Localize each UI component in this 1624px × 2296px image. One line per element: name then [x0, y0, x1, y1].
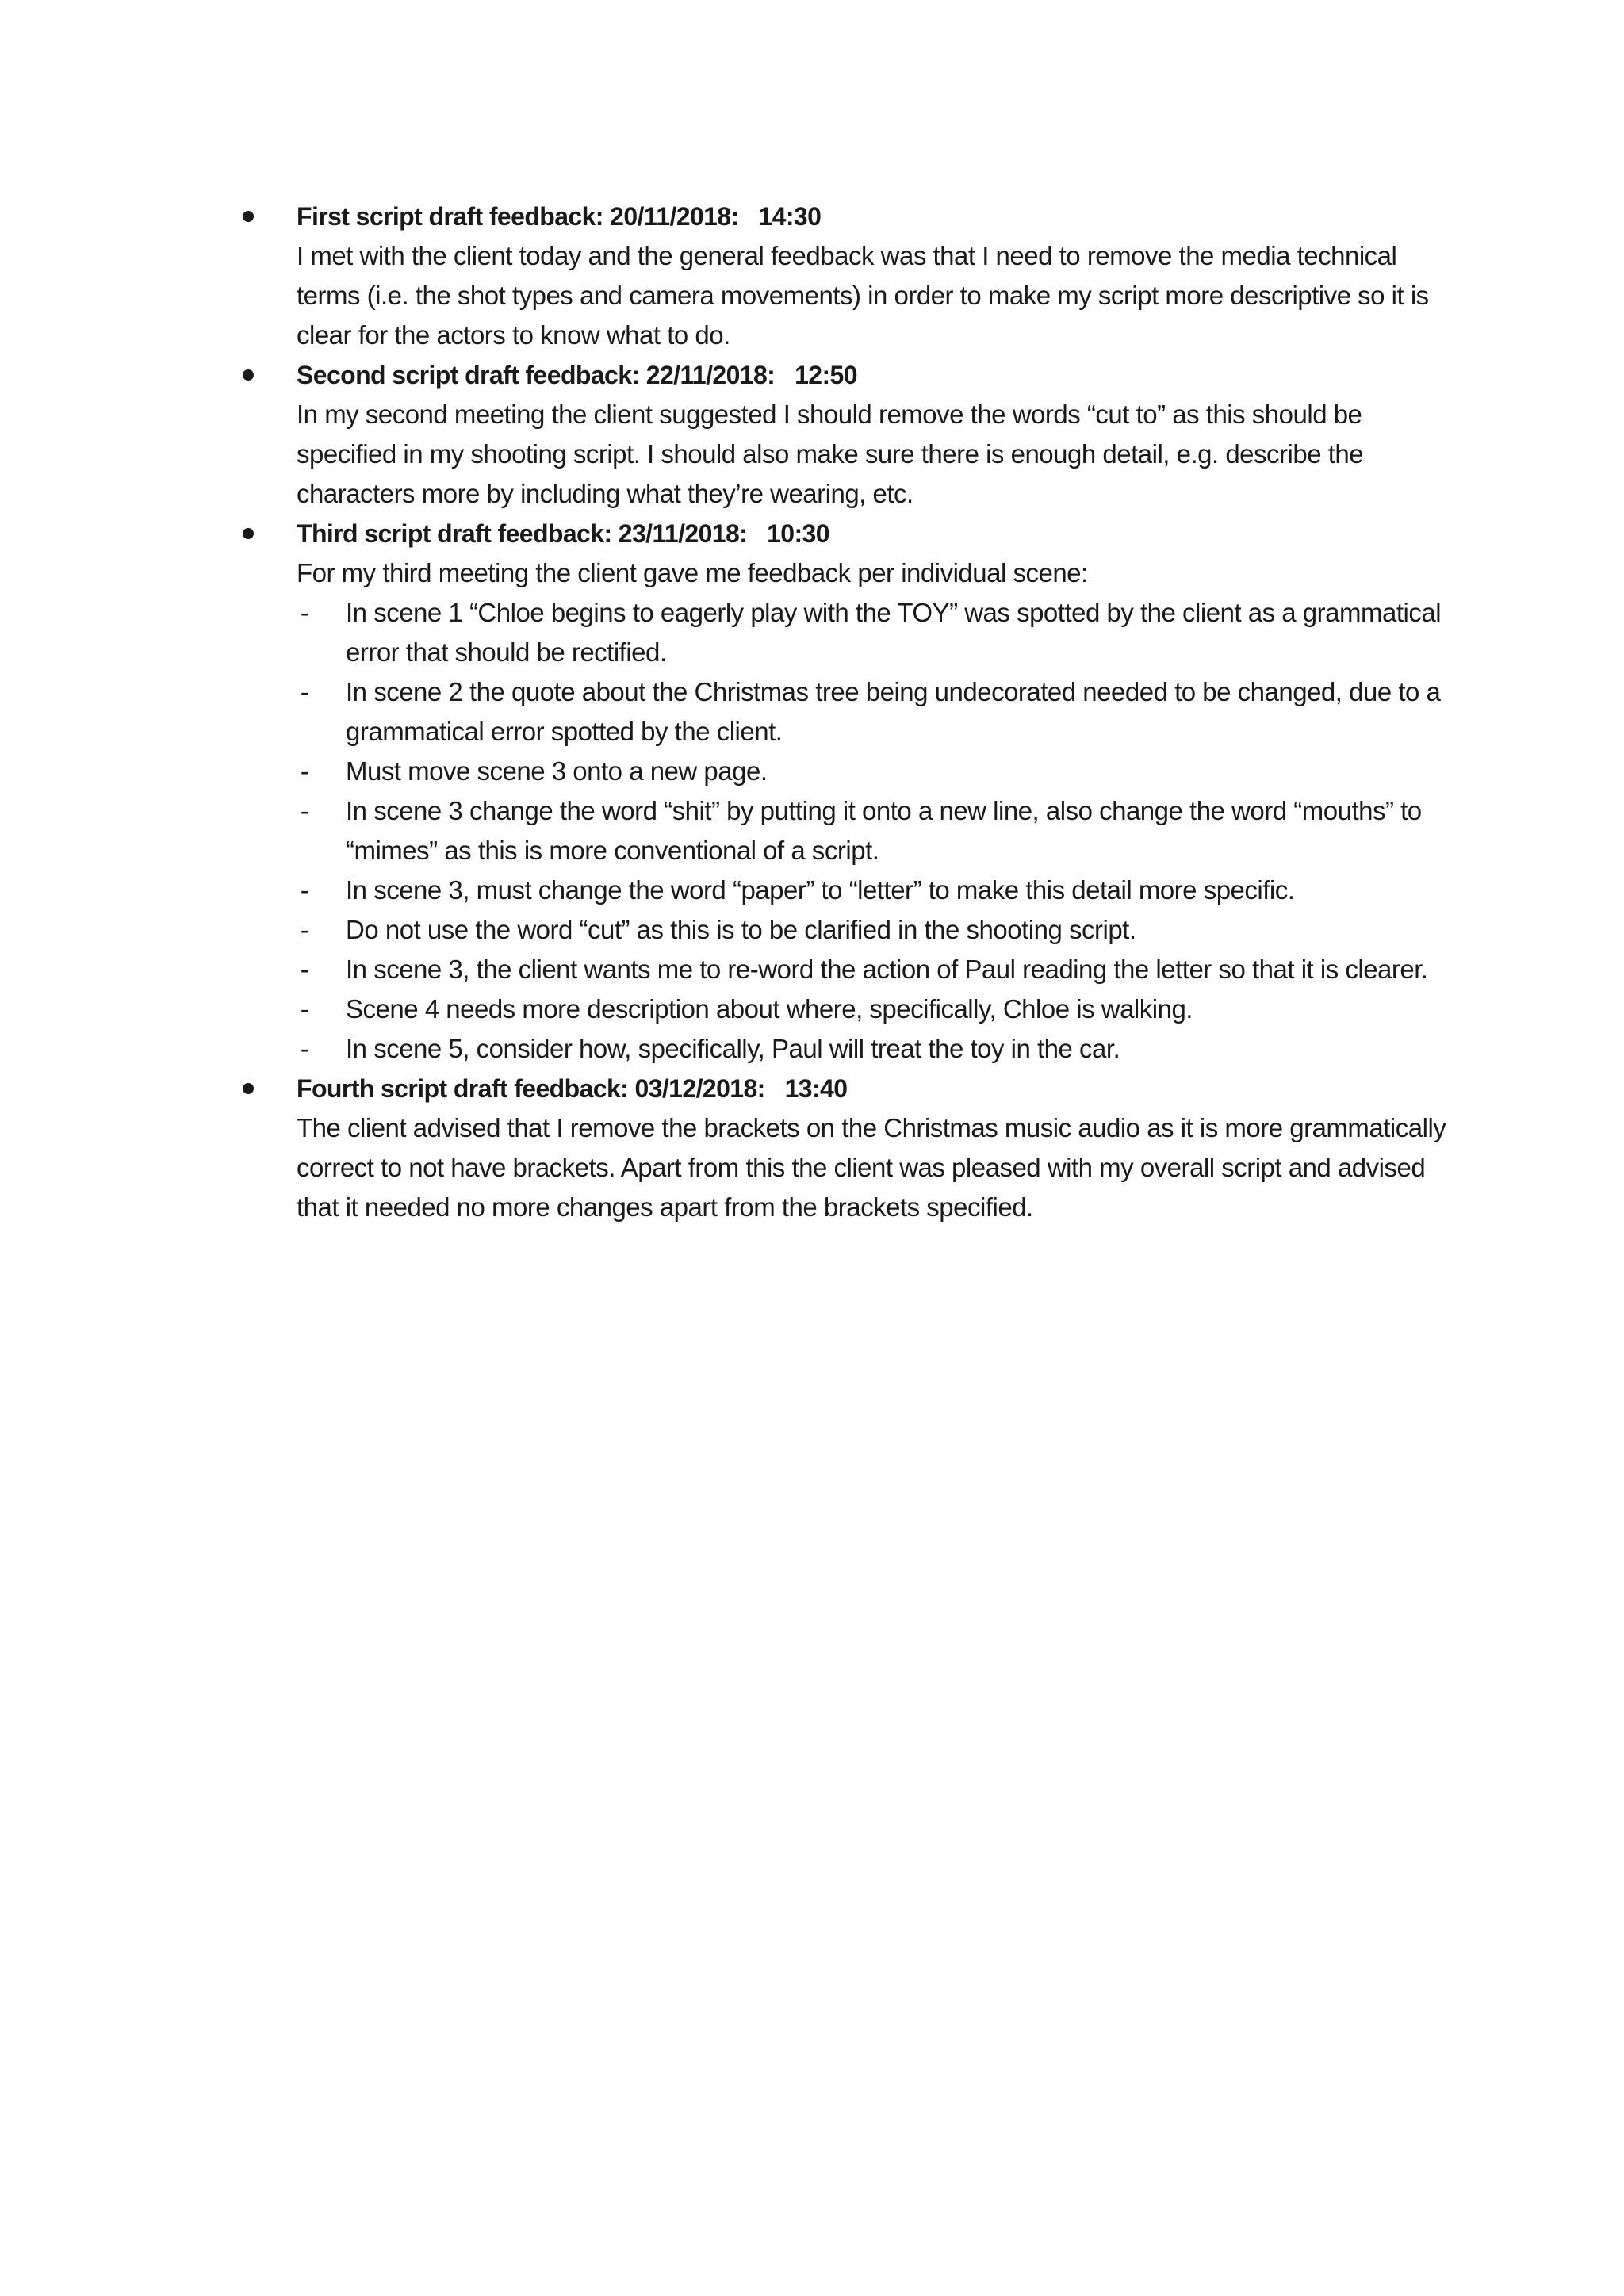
feedback-entry-first [243, 197, 1448, 355]
dash-marker: - [300, 915, 309, 944]
feedback-list [243, 197, 1448, 1227]
entry-heading: Third script draft feedback: 23/11/2018: 10:30 [297, 519, 829, 548]
dash-marker: - [300, 677, 309, 706]
dash-marker: - [300, 796, 309, 825]
list-item [297, 910, 1448, 950]
entry-heading: Second script draft feedback: 22/11/2018: 12:50 [297, 361, 857, 389]
entry-body: In my second meeting the client suggested I should remove the words “cut to” as this should be specified in my shooting script. I should also make sure there is enough detail, e.g. describe the characters more by including what they’re wearing, etc. [297, 400, 1364, 508]
entry-body: I met with the client today and the general feedback was that I need to remove the media technical terms (i.e. the shot types and camera movements) in order to make my script more descriptive so it is clear for the actors to know what to do. [297, 241, 1429, 350]
list-item-text: In scene 3, must change the word “paper” to “letter” to make this detail more specific. [346, 875, 1295, 905]
bullet-icon [243, 369, 254, 381]
bullet-icon [243, 211, 254, 222]
scene-feedback-list [297, 593, 1448, 1069]
list-item [297, 752, 1448, 791]
list-item-text: Scene 4 needs more description about where, specifically, Chloe is walking. [346, 994, 1193, 1024]
list-item [297, 989, 1448, 1029]
list-item [297, 672, 1448, 752]
dash-marker: - [300, 756, 309, 786]
list-item-text: In scene 3 change the word “shit” by putting it onto a new line, also change the word “mouths” to “mimes” as this is more conventional of a script. [346, 796, 1422, 865]
entry-heading: First script draft feedback: 20/11/2018: 14:30 [297, 202, 822, 231]
list-item-text: In scene 5, consider how, specifically, Paul will treat the toy in the car. [346, 1034, 1120, 1063]
entry-body: For my third meeting the client gave me feedback per individual scene: [297, 558, 1088, 587]
list-item [297, 871, 1448, 910]
list-item-text: In scene 1 “Chloe begins to eagerly play with the TOY” was spotted by the client as a grammatical error that should be rectified. [346, 598, 1442, 667]
dash-marker: - [300, 598, 309, 627]
feedback-entry-second [243, 355, 1448, 514]
entry-heading: Fourth script draft feedback: 03/12/2018: 13:40 [297, 1074, 848, 1103]
list-item-text: Must move scene 3 onto a new page. [346, 756, 768, 786]
list-item-text: Do not use the word “cut” as this is to be clarified in the shooting script. [346, 915, 1136, 944]
list-item [297, 950, 1448, 989]
list-item [297, 791, 1448, 871]
list-item-text: In scene 2 the quote about the Christmas tree being undecorated needed to be changed, due to a grammatical error spotted by the client. [346, 677, 1441, 746]
feedback-entry-third [243, 514, 1448, 1069]
list-item [297, 593, 1448, 672]
list-item [297, 1029, 1448, 1069]
entry-body: The client advised that I remove the brackets on the Christmas music audio as it is more grammatically correct to not have brackets. Apart from this the client was pleased with my overall script and advised that it needed no more changes apart from the brackets specified. [297, 1113, 1446, 1222]
dash-marker: - [300, 875, 309, 905]
dash-marker: - [300, 994, 309, 1024]
bullet-icon [243, 1083, 254, 1094]
feedback-entry-fourth [243, 1069, 1448, 1227]
bullet-icon [243, 528, 254, 539]
dash-marker: - [300, 1034, 309, 1063]
dash-marker: - [300, 955, 309, 984]
list-item-text: In scene 3, the client wants me to re-word the action of Paul reading the letter so that it is clearer. [346, 955, 1428, 984]
